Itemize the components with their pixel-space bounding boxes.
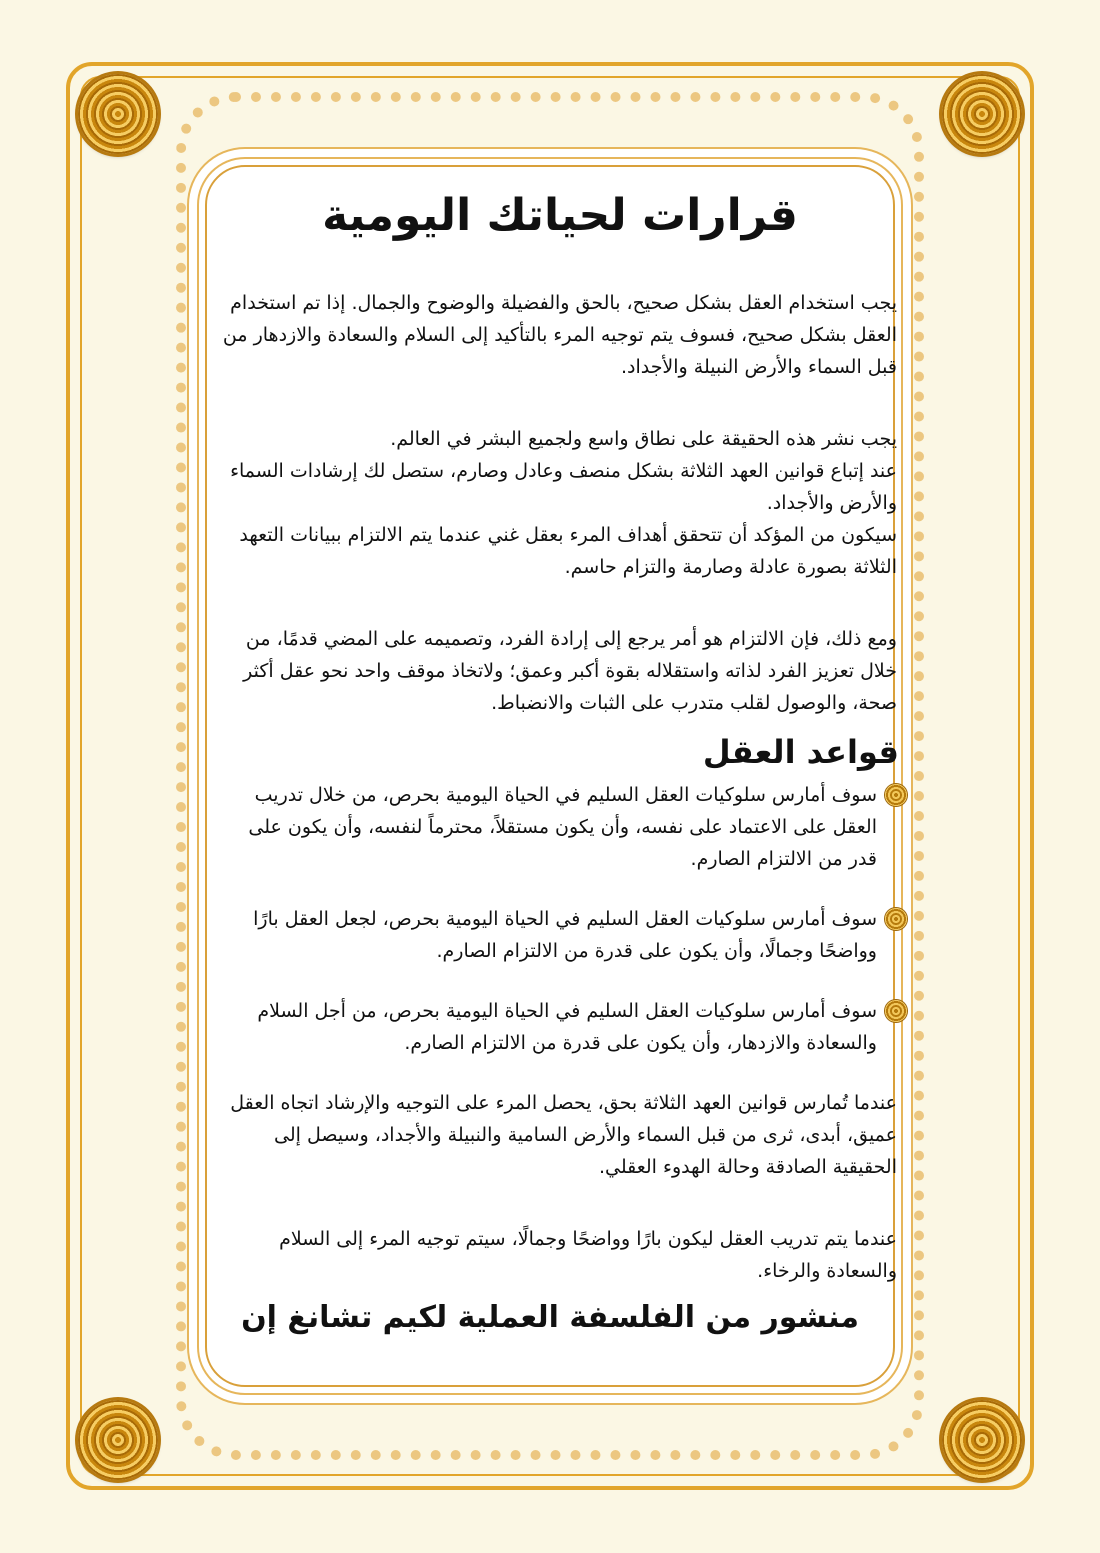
rule-text: سوف أمارس سلوكيات العقل السليم في الحياة اليومية بحرص، من خلال تدريب العقل على الاعتماد على نفسه، وأن يكون مستقلاً، محترماً لنفسه، وأن يكون على قدر من الالتزام الصارم. — [248, 784, 877, 870]
gold-coin-bullet-icon — [885, 784, 907, 806]
closing-paragraph-2: عندما يتم تدريب العقل ليكون بارًا وواضحًا وجمالًا، سيتم توجيه المرء إلى السلام والسعادة والرخاء. — [279, 1228, 897, 1282]
intro-paragraph-2c: سيكون من المؤكد أن تتحقق أهداف المرء بعقل غني عندما يتم الالتزام ببيانات التعهد الثلاثة بصورة عادلة وصارمة والتزام حاسم. — [239, 524, 897, 578]
corner-medallion-bottom-left — [78, 1400, 158, 1480]
intro-paragraph-3: ومع ذلك، فإن الالتزام هو أمر يرجع إلى إرادة الفرد، وتصميمه على المضي قدمًا، من خلال تعزيز الفرد لذاته واستقلاله بقوة أكبر وعمق؛ ولاتخاذ موقف واحد نحو عقل أكثر صحة، والوصول لقلب متدرب على الثبات والانضباط. — [243, 628, 897, 714]
rules-heading: قواعد العقل — [702, 733, 899, 771]
rule-item — [205, 779, 915, 875]
corner-medallion-top-left — [78, 74, 158, 154]
intro-paragraph-2b: عند إتباع قوانين العهد الثلاثة بشكل منصف وعادل وصارم، ستصل لك إرشادات السماء والأرض والأجداد. — [230, 460, 897, 514]
rule-item — [205, 995, 915, 1059]
rule-item — [205, 903, 915, 967]
intro-paragraph-1: يجب استخدام العقل بشكل صحيح، بالحق والفضيلة والوضوح والجمال. إذا تم استخدام العقل بشكل صحيح، فسوف يتم توجيه المرء بالتأكيد إلى السلام والسعادة والازدهار من قبل السماء والأرض النبيلة والأجداد. — [222, 292, 897, 378]
document-content — [205, 190, 915, 1327]
rule-text: سوف أمارس سلوكيات العقل السليم في الحياة اليومية بحرص، لجعل العقل بارًا وواضحًا وجمالًا، وأن يكون على قدرة من الالتزام الصارم. — [253, 908, 877, 962]
gold-coin-bullet-icon — [885, 908, 907, 930]
intro-paragraph-2a: يجب نشر هذه الحقيقة على نطاق واسع ولجميع البشر في العالم. — [390, 428, 897, 450]
footer-attribution: منشور من الفلسفة العملية لكيم تشانغ إن — [241, 1300, 859, 1335]
gold-coin-bullet-icon — [885, 1000, 907, 1022]
page-title: قرارات لحياتك اليومية — [322, 190, 798, 241]
rule-text: سوف أمارس سلوكيات العقل السليم في الحياة اليومية بحرص، من أجل السلام والسعادة والازدهار، وأن يكون على قدرة من الالتزام الصارم. — [257, 1000, 877, 1054]
corner-medallion-top-right — [942, 74, 1022, 154]
corner-medallion-bottom-right — [942, 1400, 1022, 1480]
closing-paragraph-1: عندما تُمارس قوانين العهد الثلاثة بحق، يحصل المرء على التوجيه والإرشاد اتجاه العقل عميق، أبدى، ثرى من قبل السماء والأرض السامية والنبيلة والأجداد، وسيصل إلى الحقيقية الصادقة وحالة الهدوء العقلي. — [230, 1092, 897, 1178]
